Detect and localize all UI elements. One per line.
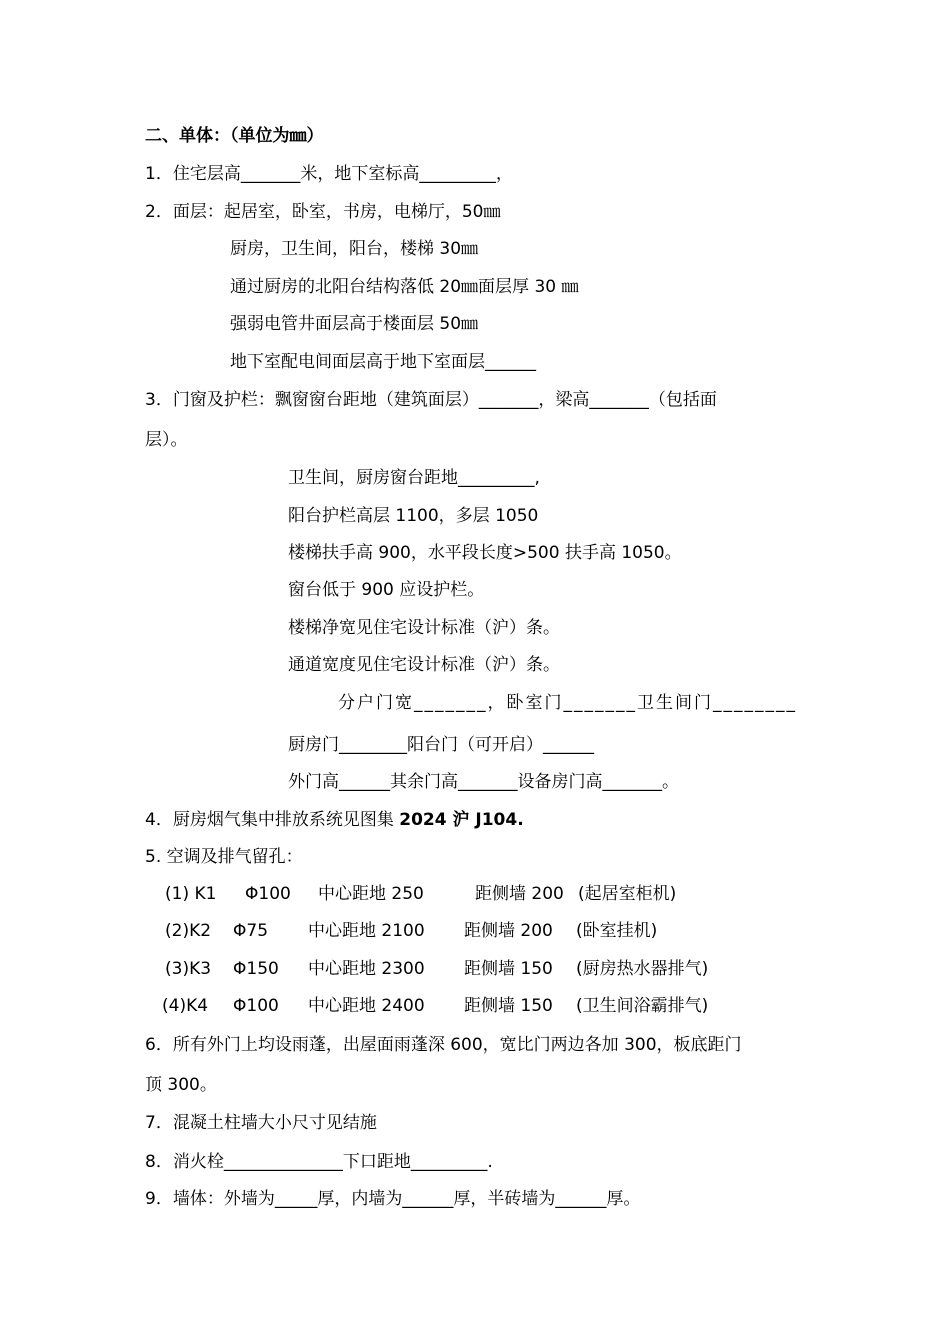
ac-hole-id: (4)K4 bbox=[162, 996, 209, 1016]
ac-hole-side-distance: 距侧墙 150 bbox=[464, 996, 553, 1016]
item-2-line-2: 厨房，卫生间，阳台，楼梯 30㎜ bbox=[230, 239, 479, 259]
ac-hole-row bbox=[0, 920, 950, 942]
ac-hole-center-height: 中心距地 2400 bbox=[308, 996, 425, 1016]
item-8: 8．消火栓______________下口距地_________. bbox=[145, 1152, 493, 1172]
ac-hole-row bbox=[0, 883, 950, 905]
ac-hole-note: (卫生间浴霸排气) bbox=[576, 996, 709, 1016]
atlas-reference: 2024 沪 J104. bbox=[399, 810, 524, 830]
item-5-title: 5. 空调及排气留孔： bbox=[145, 847, 303, 867]
ac-hole-note: (卧室挂机) bbox=[576, 921, 658, 941]
item-2-line-3: 通过厨房的北阳台结构落低 20㎜面层厚 30 ㎜ bbox=[230, 277, 579, 297]
ac-hole-diameter: Φ75 bbox=[233, 921, 269, 941]
item-2-line-5: 地下室配电间面层高于地下室面层______ bbox=[230, 352, 536, 372]
item-4-text: 4．厨房烟气集中排放系统见图集 2024 沪 J104. bbox=[145, 810, 524, 830]
item-6-line-1: 6．所有外门上均设雨蓬，出屋面雨蓬深 600，宽比门两边各加 300，板底距门 bbox=[145, 1035, 742, 1055]
item-1: 1．住宅层高_______米，地下室标高_________， bbox=[145, 164, 513, 184]
ac-hole-note: (厨房热水器排气) bbox=[576, 959, 709, 979]
item-3-line-11: 外门高______其余门高_______设备房门高_______。 bbox=[288, 772, 679, 792]
ac-hole-center-height: 中心距地 2100 bbox=[308, 921, 425, 941]
item-3-line-8: 通道宽度见住宅设计标准（沪）条。 bbox=[288, 655, 560, 675]
item-3-line-1: 3．门窗及护栏：飘窗窗台距地（建筑面层）_______，梁高_______（包括面 bbox=[145, 390, 717, 410]
item-9: 9．墙体：外墙为_____厚，内墙为______厚，半砖墙为______厚。 bbox=[145, 1189, 641, 1209]
item-3-line-6: 窗台低于 900 应设护栏。 bbox=[288, 580, 485, 600]
ac-hole-id: (3)K3 bbox=[165, 959, 212, 979]
ac-hole-id: (2)K2 bbox=[165, 921, 212, 941]
ac-hole-side-distance: 距侧墙 200 bbox=[475, 884, 564, 904]
ac-hole-diameter: Φ150 bbox=[233, 959, 279, 979]
item-3-line-2: 层）。 bbox=[145, 430, 188, 450]
item-2-line-1: 2．面层：起居室，卧室，书房，电梯厅，50㎜ bbox=[145, 202, 501, 222]
item-3-line-7: 楼梯净宽见住宅设计标准（沪）条。 bbox=[288, 618, 560, 638]
item-3-line-10: 厨房门________阳台门（可开启）______ bbox=[288, 735, 594, 755]
ac-hole-center-height: 中心距地 250 bbox=[318, 884, 424, 904]
ac-hole-row bbox=[0, 958, 950, 980]
section-heading: 二、单体：（单位为㎜） bbox=[145, 126, 324, 146]
ac-hole-center-height: 中心距地 2300 bbox=[308, 959, 425, 979]
ac-hole-side-distance: 距侧墙 150 bbox=[464, 959, 553, 979]
item-3-line-9: 分户门宽_______，卧室门_______卫生间门________ bbox=[338, 693, 797, 713]
item-3-line-4: 阳台护栏高层 1100，多层 1050 bbox=[288, 506, 539, 526]
ac-hole-side-distance: 距侧墙 200 bbox=[464, 921, 553, 941]
ac-hole-id: (1) K1 bbox=[165, 884, 217, 904]
ac-hole-diameter: Φ100 bbox=[233, 996, 279, 1016]
ac-hole-diameter: Φ100 bbox=[245, 884, 291, 904]
item-2-line-4: 强弱电管井面层高于楼面层 50㎜ bbox=[230, 314, 479, 334]
item-6-line-2: 顶 300。 bbox=[145, 1075, 217, 1095]
item-4 bbox=[145, 809, 524, 831]
ac-hole-note: (起居室柜机) bbox=[578, 884, 677, 904]
item-7: 7．混凝土柱墙大小尺寸见结施 bbox=[145, 1113, 377, 1133]
ac-hole-row bbox=[0, 995, 950, 1017]
item-3-line-3: 卫生间，厨房窗台距地_________, bbox=[288, 468, 540, 488]
item-3-line-5: 楼梯扶手高 900，水平段长度>500 扶手高 1050。 bbox=[288, 543, 682, 563]
